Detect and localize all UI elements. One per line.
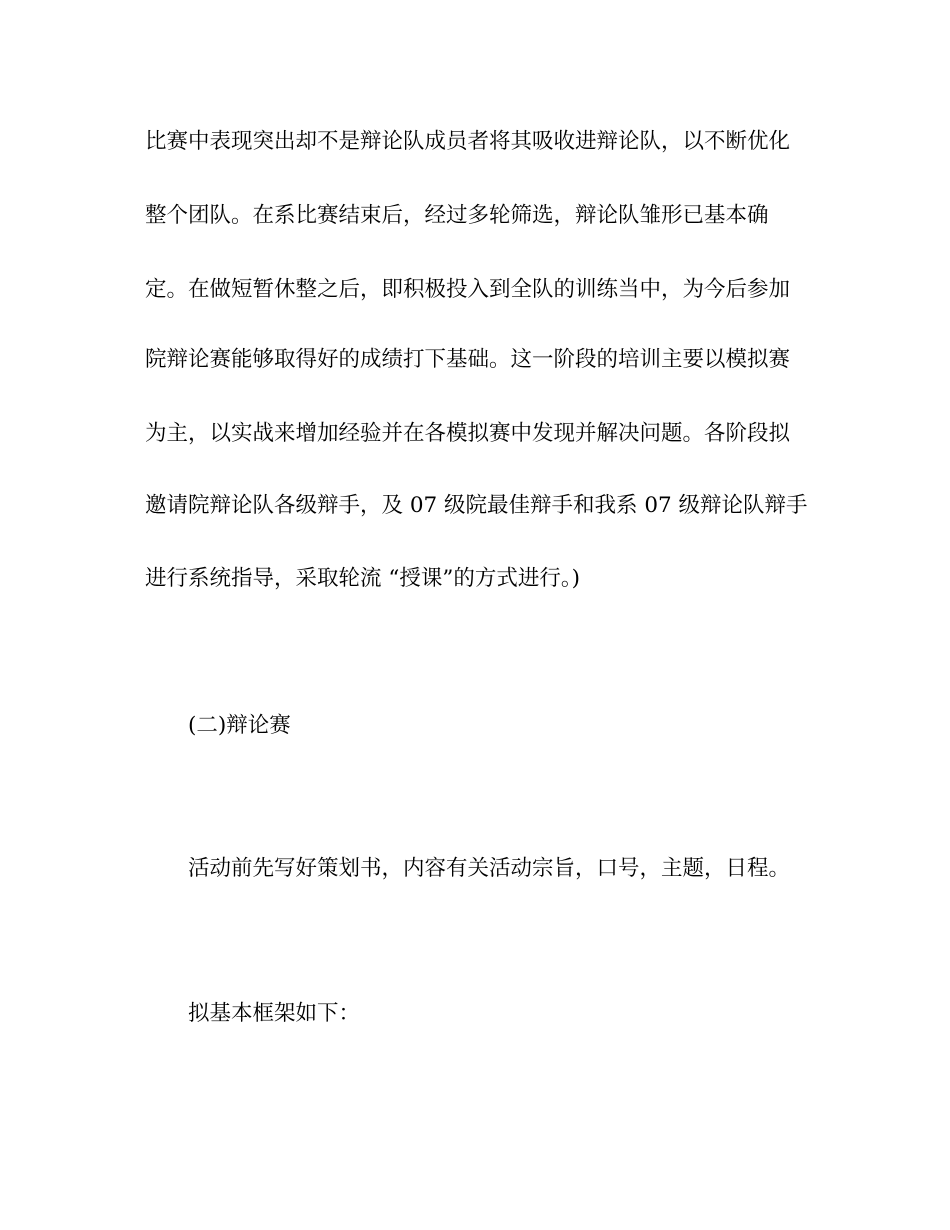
paragraph-line-5: 为主，以实战来增加经验并在各模拟赛中发现并解决问题。各阶段拟 xyxy=(145,421,791,446)
paragraph-line-2: 整个团队。在系比赛结束后，经过多轮筛选，辩论队雏形已基本确 xyxy=(145,203,769,228)
paragraph-line-7: 进行系统指导，采取轮流 “授课”的方式进行。) xyxy=(145,566,580,591)
paragraph-activity-plan: 活动前先写好策划书，内容有关活动宗旨，口号，主题，日程。 xyxy=(188,856,791,881)
paragraph-line-1: 比赛中表现突出却不是辩论队成员者将其吸收进辩论队，以不断优化 xyxy=(145,129,791,154)
section-heading: (二)辩论赛 xyxy=(188,713,291,738)
paragraph-framework-intro: 拟基本框架如下： xyxy=(188,1001,361,1026)
paragraph-line-4: 院辩论赛能够取得好的成绩打下基础。这一阶段的培训主要以模拟赛 xyxy=(145,347,791,372)
paragraph-line-3: 定。在做短暂休整之后，即积极投入到全队的训练当中，为今后参加 xyxy=(145,277,791,302)
paragraph-line-6: 邀请院辩论队各级辩手，及 07 级院最佳辩手和我系 07 级辩论队辩手 xyxy=(145,493,808,518)
